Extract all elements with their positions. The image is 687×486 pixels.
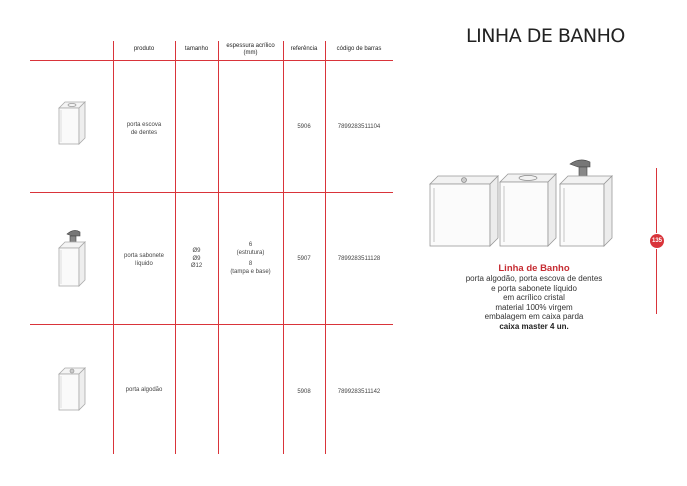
side-accent-line-top — [656, 168, 657, 233]
header-produto: produto — [133, 46, 155, 52]
product-bold-line: caixa master 4 un. — [499, 321, 569, 331]
espessura-line1: 6 — [248, 242, 253, 248]
row1-produto-line1: porta escova — [126, 122, 162, 128]
header-tamanho: tamanho — [184, 46, 209, 52]
page-title: LINHA DE BANHO — [466, 25, 625, 47]
row2-produto-line2: líquido — [135, 260, 153, 267]
table-row-divider — [30, 192, 393, 193]
espessura-line4: (tampa e base) — [230, 268, 271, 275]
product-group-photo — [424, 158, 620, 254]
header-espessura-line2: (mm) — [243, 50, 258, 56]
row2-produto-line1: porta sabonete — [123, 253, 165, 259]
header-codigo: código de barras — [336, 46, 382, 52]
product-line-5: embalagem em caixa parda — [484, 312, 584, 322]
header-referencia: referência — [290, 46, 318, 52]
table-row-divider — [30, 324, 393, 325]
row2-codigo: 7899283511128 — [337, 256, 381, 262]
tamanho-values — [175, 248, 218, 271]
soap-dispenser-icon — [52, 226, 92, 290]
row1-produto-line2: de dentes — [130, 129, 158, 136]
product-description — [420, 263, 648, 332]
espessura-values — [218, 242, 283, 276]
tamanho-value-3: Ø12 — [190, 263, 203, 269]
row3-produto — [113, 387, 175, 395]
product-line-1: porta algodão, porta escova de dentes — [465, 274, 603, 283]
espessura-line2: (estrutura) — [236, 249, 265, 256]
product-line-4: material 100% virgem — [495, 302, 573, 312]
product-line-3: em acrílico cristal — [503, 293, 565, 303]
row1-codigo: 7899283511104 — [337, 124, 381, 130]
page-number-badge: 135 — [650, 234, 664, 248]
row1-referencia: 5906 — [297, 124, 311, 130]
header-espessura-line1: espessura acrílico — [226, 43, 275, 49]
header-espessura — [218, 43, 283, 57]
row3-referencia: 5908 — [297, 389, 311, 395]
tamanho-value-1: Ø9 — [192, 248, 201, 254]
product-line-2: e porta sabonete líquido — [491, 283, 577, 293]
row3-produto-line1: porta algodão — [125, 387, 163, 393]
row1-produto — [113, 122, 175, 137]
tamanho-value-2: Ø9 — [192, 255, 201, 262]
side-accent-line-bottom — [656, 249, 657, 314]
row3-codigo: 7899283511142 — [337, 389, 381, 395]
toothbrush-holder-icon — [52, 98, 92, 148]
row2-produto — [113, 253, 175, 268]
cotton-holder-icon — [52, 364, 92, 416]
espessura-line3: 8 — [248, 261, 253, 267]
product-heading: Linha de Banho — [498, 263, 570, 274]
row2-referencia: 5907 — [297, 256, 311, 262]
table-header-bottom-rule — [30, 60, 393, 61]
